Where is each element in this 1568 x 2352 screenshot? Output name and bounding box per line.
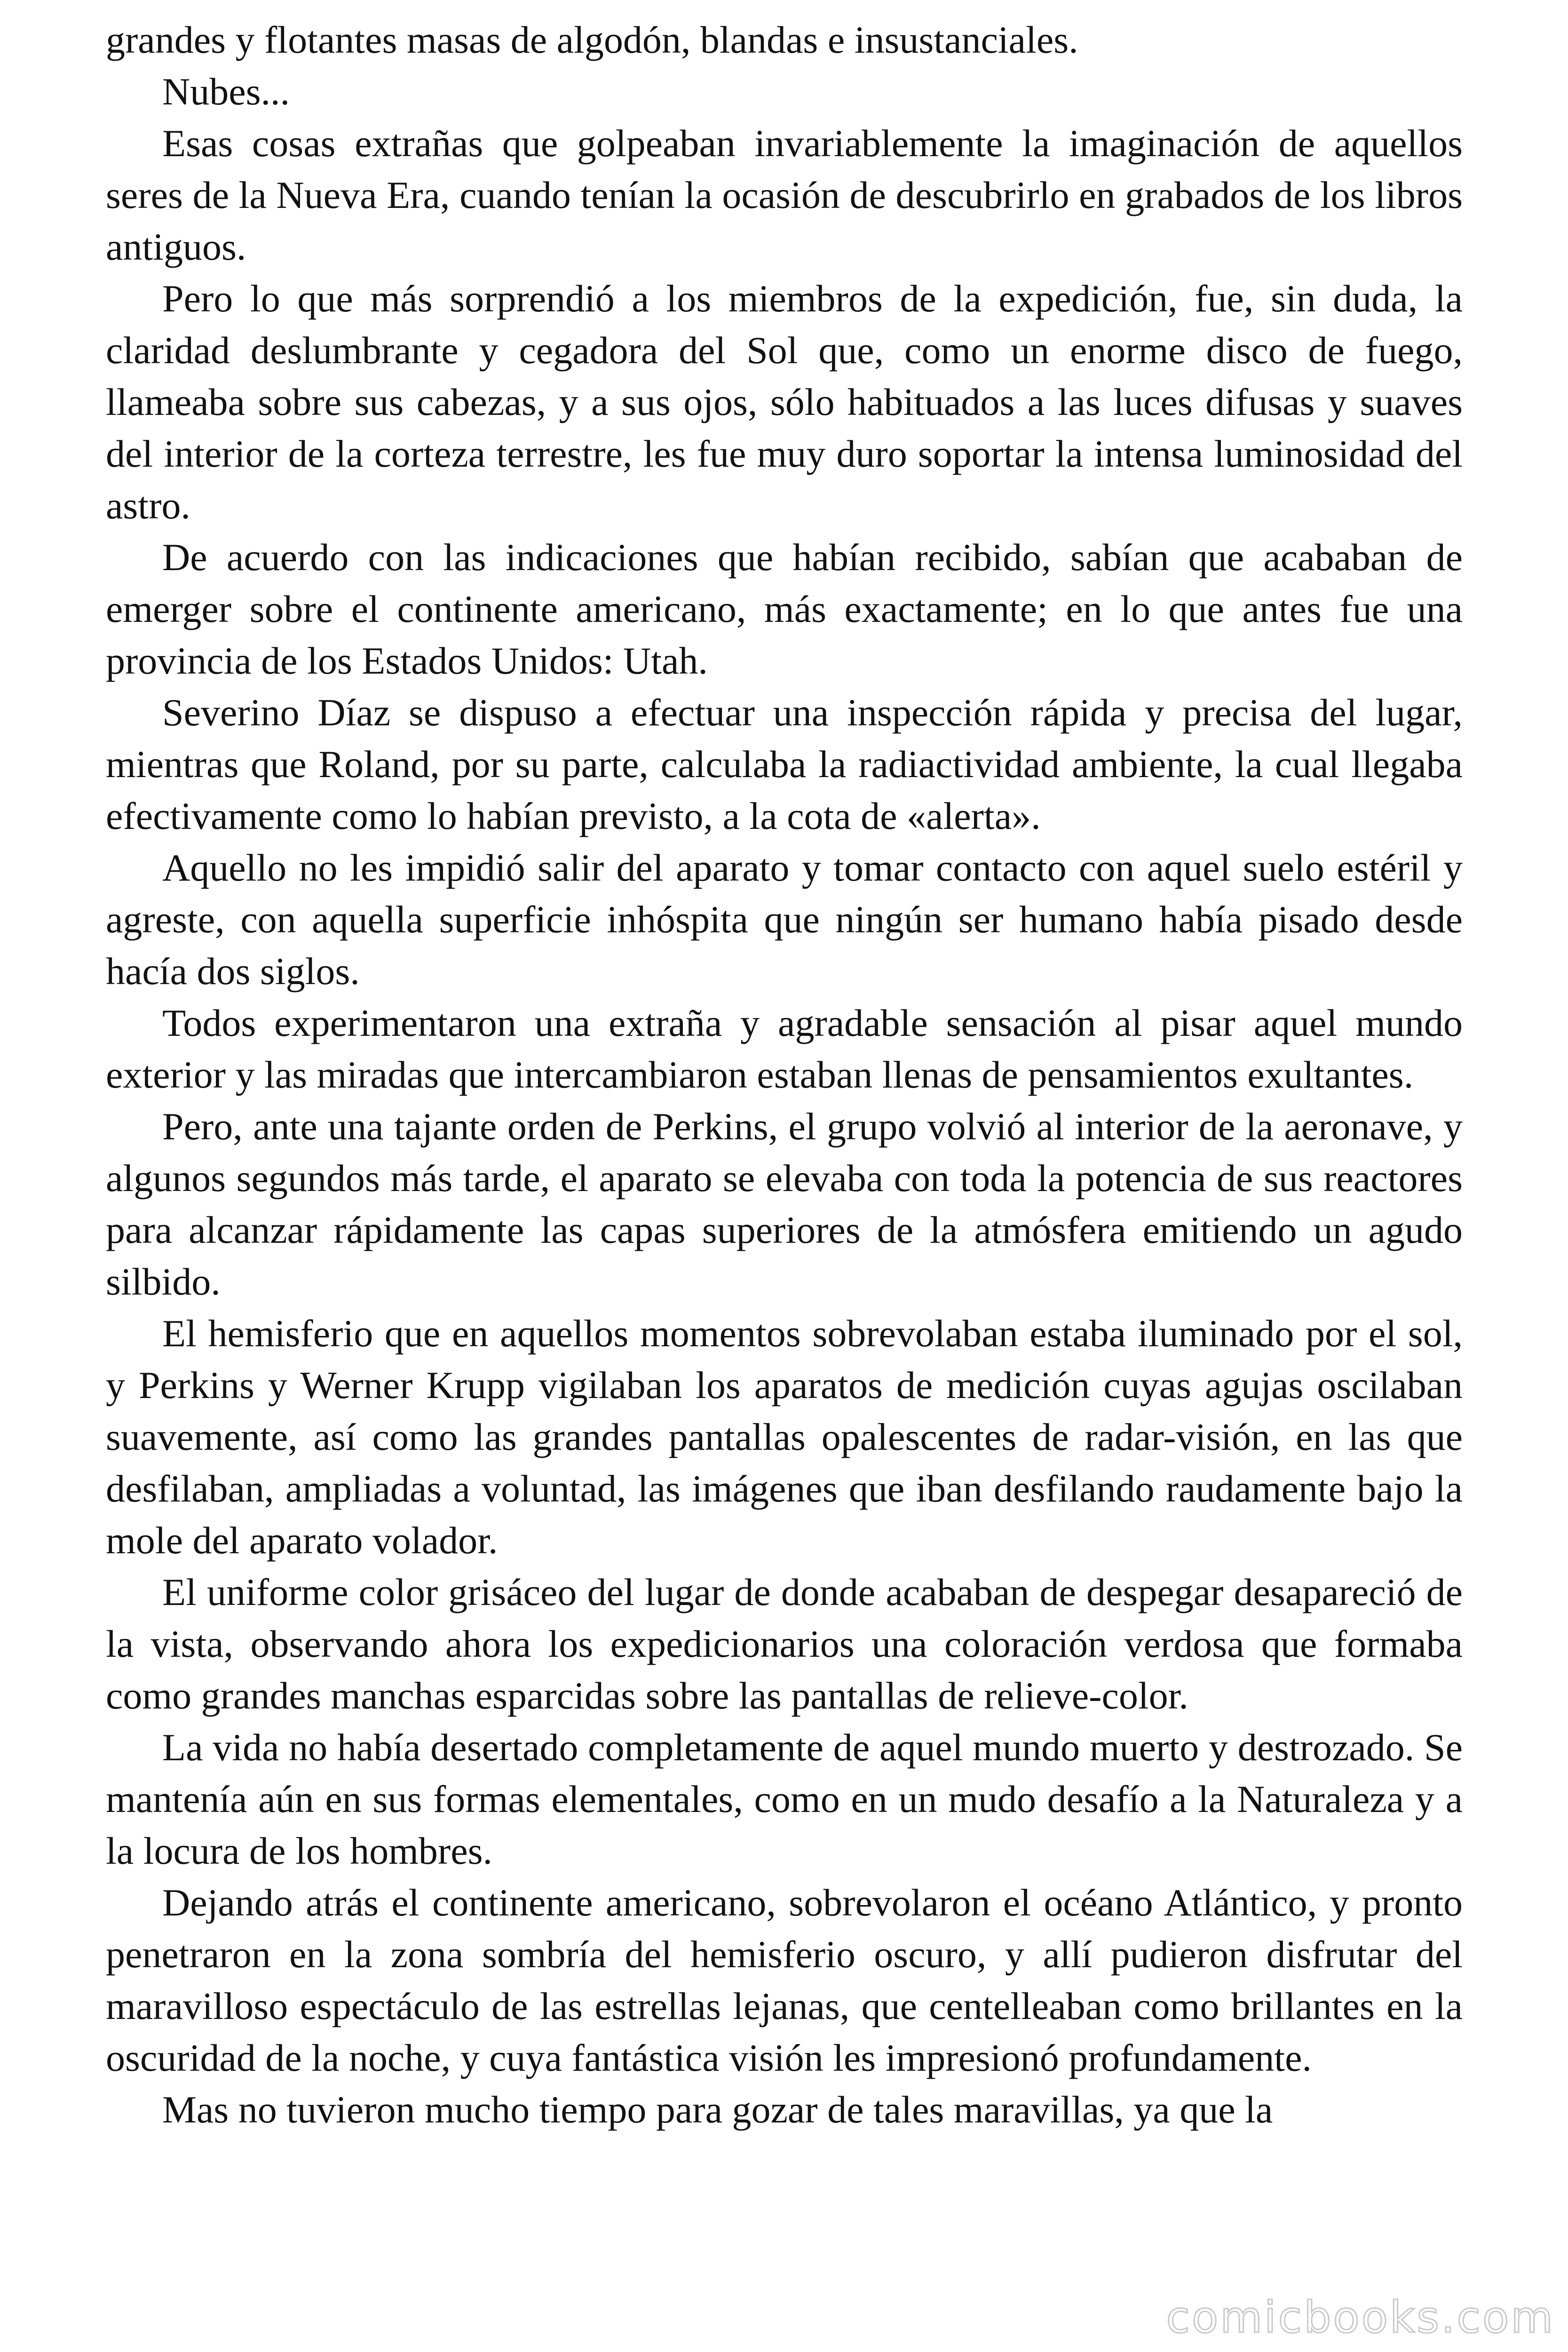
paragraph: Aquello no les impidió salir del aparato y tomar contacto con aquel suelo estéril y agreste, con aquella superficie inhóspita que ningún ser humano había pisado desde hacía dos siglos. bbox=[106, 846, 1463, 993]
paragraph: El uniforme color grisáceo del lugar de donde acababan de despegar desapareció de la vista, observando ahora los expedicionarios una coloración verdosa que formaba como grandes manchas esparcidas sobre las pantallas de relieve-color. bbox=[106, 1571, 1463, 1717]
paragraph: Todos experimentaron una extraña y agradable sensación al pisar aquel mundo exterior y las miradas que intercambiaron estaban llenas de pensamientos exultantes. bbox=[106, 1001, 1463, 1096]
paragraph: Nubes... bbox=[162, 70, 290, 113]
paragraph: Pero lo que más sorprendió a los miembros de la expedición, fue, sin duda, la claridad deslumbrante y cegadora del Sol que, como un enorme disco de fuego, llameaba sobre sus cabezas, y a sus ojos, sólo habituados a las luces difusas y suaves del interior de la corteza terrestre, les fue muy duro soportar la intensa luminosidad del astro. bbox=[106, 277, 1463, 527]
paragraph: De acuerdo con las indicaciones que habían recibido, sabían que acababan de emerger sobre el continente americano, más exactamente; en lo que antes fue una provincia de los Estados Unidos: Utah. bbox=[106, 536, 1463, 682]
paragraph: Mas no tuvieron mucho tiempo para gozar de tales maravillas, ya que la bbox=[162, 2088, 1273, 2131]
paragraph: Severino Díaz se dispuso a efectuar una inspección rápida y precisa del lugar, mientras que Roland, por su parte, calculaba la radiactividad ambiente, la cual llegaba efectivamente como lo habían previsto, a la cota de «alerta». bbox=[106, 691, 1463, 837]
watermark: comicbooks.com bbox=[1166, 2292, 1555, 2343]
paragraph: Pero, ante una tajante orden de Perkins, el grupo volvió al interior de la aeronave, y algunos segundos más tarde, el aparato se elevaba con toda la potencia de sus reactores para alcanzar rápidamente las capas superiores de la atmósfera emitiendo un agudo silbido. bbox=[106, 1105, 1463, 1303]
paragraph: Esas cosas extrañas que golpeaban invariablemente la imaginación de aquellos seres de la Nueva Era, cuando tenían la ocasión de descubrirlo en grabados de los libros antiguos. bbox=[106, 122, 1463, 268]
paragraph: El hemisferio que en aquellos momentos sobrevolaban estaba iluminado por el sol, y Perkins y Werner Krupp vigilaban los aparatos de medición cuyas agujas oscilaban suavemente, así como las grandes pantallas opalescentes de radar-visión, en las que desfilaban, ampliadas a voluntad, las imágenes que iban desfilando raudamente bajo la mole del aparato volador. bbox=[106, 1312, 1463, 1562]
paragraph: La vida no había desertado completamente de aquel mundo muerto y destrozado. Se mantenía aún en sus formas elementales, como en un mudo desafío a la Naturaleza y a la locura de los hombres. bbox=[106, 1726, 1463, 1872]
paragraph: Dejando atrás el continente americano, sobrevolaron el océano Atlántico, y pronto penetraron en la zona sombría del hemisferio oscuro, y allí pudieron disfrutar del maravilloso espectáculo de las estrellas lejanas, que centelleaban como brillantes en la oscuridad de la noche, y cuya fantástica visión les impresionó profundamente. bbox=[106, 1881, 1463, 2079]
paragraph: grandes y flotantes masas de algodón, blandas e insustanciales. bbox=[106, 18, 1078, 61]
document-page bbox=[106, 14, 1463, 2338]
